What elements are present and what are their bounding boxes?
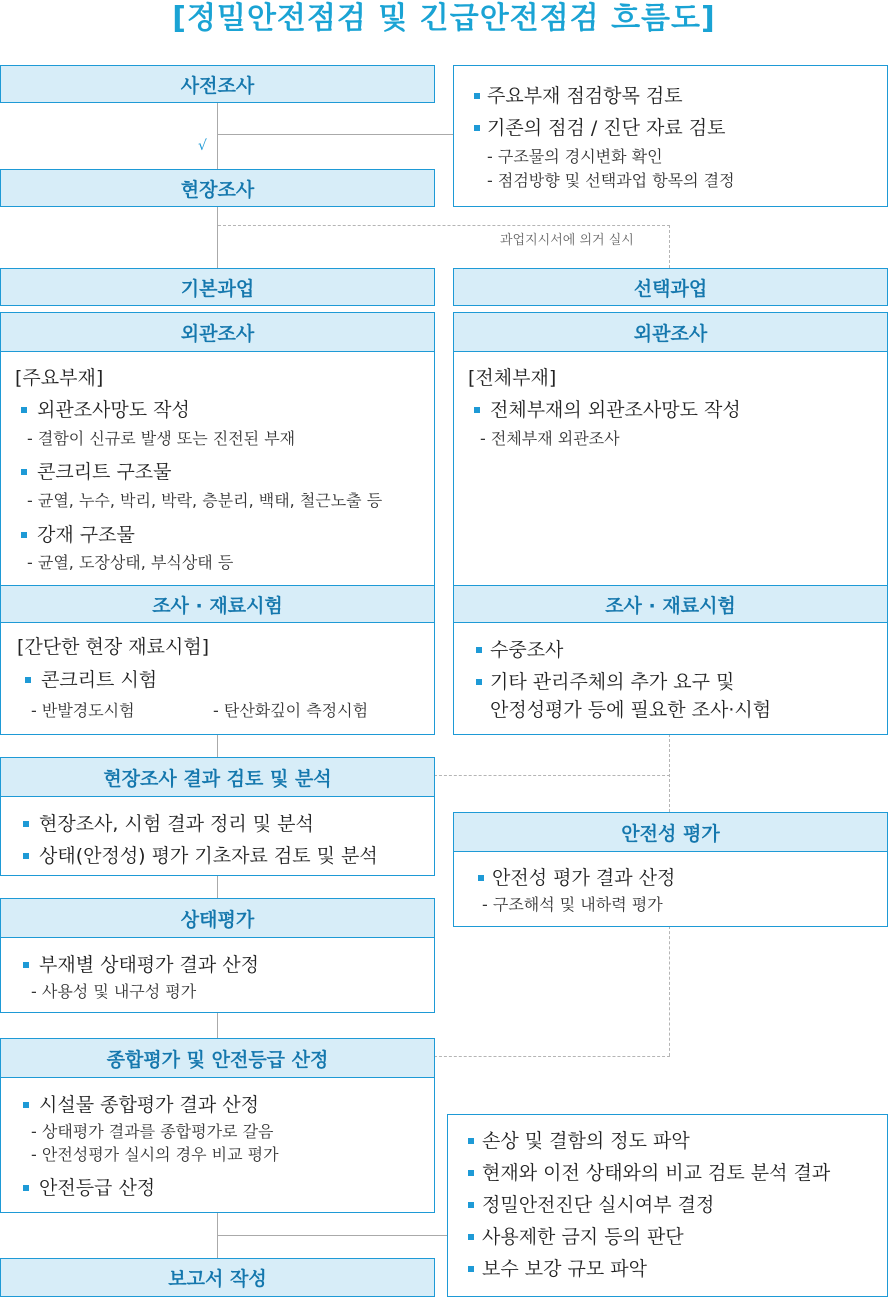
bullet-icon xyxy=(468,1266,474,1272)
list-item: 정밀안전진단 실시여부 결정 xyxy=(482,1194,715,1216)
list-subitem: - 구조해석 및 내하력 평가 xyxy=(482,895,663,914)
list-item: 보수 보강 규모 파악 xyxy=(482,1258,647,1280)
connector-vertical xyxy=(217,734,218,758)
visual-survey-box-right xyxy=(453,351,888,586)
dashed-connector-task xyxy=(669,225,670,268)
pre-survey-header: 사전조사 xyxy=(0,65,435,103)
safety-eval-header: 안전성 평가 xyxy=(453,812,888,852)
list-item: 상태(안정성) 평가 기초자료 검토 및 분석 xyxy=(39,845,378,867)
scope-label: [주요부재] xyxy=(15,367,104,389)
bullet-icon xyxy=(476,679,482,685)
report-header: 보고서 작성 xyxy=(0,1258,435,1297)
list-subitem: - 안전성평가 실시의 경우 비교 평가 xyxy=(31,1145,279,1164)
condition-eval-header: 상태평가 xyxy=(0,898,435,938)
list-subitem: - 구조물의 경시변화 확인 xyxy=(487,147,663,166)
bullet-icon xyxy=(25,677,31,683)
list-item: 부재별 상태평가 결과 산정 xyxy=(39,954,260,976)
bullet-icon xyxy=(474,125,480,131)
list-item: 현재와 이전 상태와의 비교 검토 분석 결과 xyxy=(482,1162,831,1184)
list-item: 손상 및 결함의 정도 파악 xyxy=(482,1130,690,1152)
list-item: 기존의 점검 / 진단 자료 검토 xyxy=(487,117,726,139)
result-summary-box xyxy=(447,1114,888,1297)
scope-label: [간단한 현장 재료시험] xyxy=(17,636,210,658)
bullet-icon xyxy=(23,962,29,968)
bullet-icon xyxy=(468,1170,474,1176)
visual-survey-box-left xyxy=(0,351,435,586)
page-title: [정밀안전점검 및 긴급안전점검 흐름도] xyxy=(172,1,716,36)
bullet-icon xyxy=(478,875,484,881)
visual-survey-header-left: 외관조사 xyxy=(0,312,435,352)
bullet-icon xyxy=(468,1234,474,1240)
material-test-header-left: 조사 · 재료시험 xyxy=(0,585,435,623)
down-arrow-icon: √ xyxy=(198,138,207,154)
material-test-header-right: 조사 · 재료시험 xyxy=(453,585,888,623)
list-subitem: - 전체부재 외관조사 xyxy=(480,429,620,448)
material-test-box-left xyxy=(0,622,435,735)
bullet-icon xyxy=(21,407,27,413)
bullet-icon xyxy=(468,1138,474,1144)
connector-vertical xyxy=(217,207,218,269)
bullet-icon xyxy=(23,1185,29,1191)
bullet-icon xyxy=(23,821,29,827)
review-box xyxy=(0,796,435,876)
list-subitem: - 점검방향 및 선택과업 항목의 결정 xyxy=(487,171,735,190)
bullet-icon xyxy=(23,853,29,859)
connector-vertical xyxy=(217,1213,218,1259)
dashed-connector-task xyxy=(218,225,670,226)
list-item: 외관조사망도 작성 xyxy=(37,399,190,421)
list-item: 주요부재 점검항목 검토 xyxy=(487,85,683,107)
bullet-icon xyxy=(476,647,482,653)
basic-task-header: 기본과업 xyxy=(0,268,435,306)
list-subitem: - 상태평가 결과를 종합평가로 갈음 xyxy=(31,1122,274,1141)
overall-eval-header: 종합평가 및 안전등급 산정 xyxy=(0,1038,435,1078)
list-item: 강재 구조물 xyxy=(37,524,135,546)
selective-task-header: 선택과업 xyxy=(453,268,888,306)
dashed-connector-overall xyxy=(434,1056,670,1057)
list-item: 콘크리트 시험 xyxy=(41,669,158,691)
safety-eval-box xyxy=(453,851,888,927)
scope-label: [전체부재] xyxy=(468,367,557,389)
task-note: 과업지시서에 의거 실시 xyxy=(500,233,634,248)
connector-result-branch xyxy=(217,1235,448,1236)
list-item: 안전등급 산정 xyxy=(39,1177,156,1199)
list-subitem: - 결함이 신규로 발생 또는 진전된 부재 xyxy=(27,429,296,448)
dashed-connector-safety xyxy=(434,775,670,776)
list-item: 수중조사 xyxy=(490,639,564,661)
list-item: 전체부재의 외관조사망도 작성 xyxy=(490,399,741,421)
pre-survey-detail-box xyxy=(453,65,888,207)
list-item: 현장조사, 시험 결과 정리 및 분석 xyxy=(39,813,314,835)
dashed-connector-safety xyxy=(669,734,670,812)
list-subitem: - 사용성 및 내구성 평가 xyxy=(31,982,197,1001)
dashed-connector-overall xyxy=(669,926,670,1056)
list-subitem: - 균열, 누수, 박리, 박락, 층분리, 백태, 철근노출 등 xyxy=(27,491,383,510)
bullet-icon xyxy=(21,469,27,475)
connector-vertical xyxy=(217,875,218,899)
list-subitem: - 균열, 도장상태, 부식상태 등 xyxy=(27,553,234,572)
list-item: 사용제한 금지 등의 판단 xyxy=(482,1226,684,1248)
connector-vertical xyxy=(217,103,218,171)
material-test-box-right xyxy=(453,622,888,735)
field-survey-header: 현장조사 xyxy=(0,169,435,207)
list-item-continued: 안정성평가 등에 필요한 조사·시험 xyxy=(490,699,772,721)
bullet-icon xyxy=(468,1202,474,1208)
visual-survey-header-right: 외관조사 xyxy=(453,312,888,352)
list-subitem: - 반발경도시험 xyxy=(31,701,135,720)
bullet-icon xyxy=(474,93,480,99)
list-item: 시설물 종합평가 결과 산정 xyxy=(39,1094,260,1116)
connector-vertical xyxy=(217,1013,218,1039)
list-item: 안전성 평가 결과 산정 xyxy=(492,867,676,889)
list-item: 콘크리트 구조물 xyxy=(37,461,172,483)
bullet-icon xyxy=(474,407,480,413)
bullet-icon xyxy=(21,532,27,538)
list-subitem: - 탄산화깊이 측정시험 xyxy=(213,701,369,720)
connector-pre-branch xyxy=(217,134,454,135)
review-header: 현장조사 결과 검토 및 분석 xyxy=(0,757,435,797)
condition-eval-box xyxy=(0,937,435,1013)
overall-eval-box xyxy=(0,1077,435,1213)
bullet-icon xyxy=(23,1102,29,1108)
list-item: 기타 관리주체의 추가 요구 및 xyxy=(490,671,735,693)
